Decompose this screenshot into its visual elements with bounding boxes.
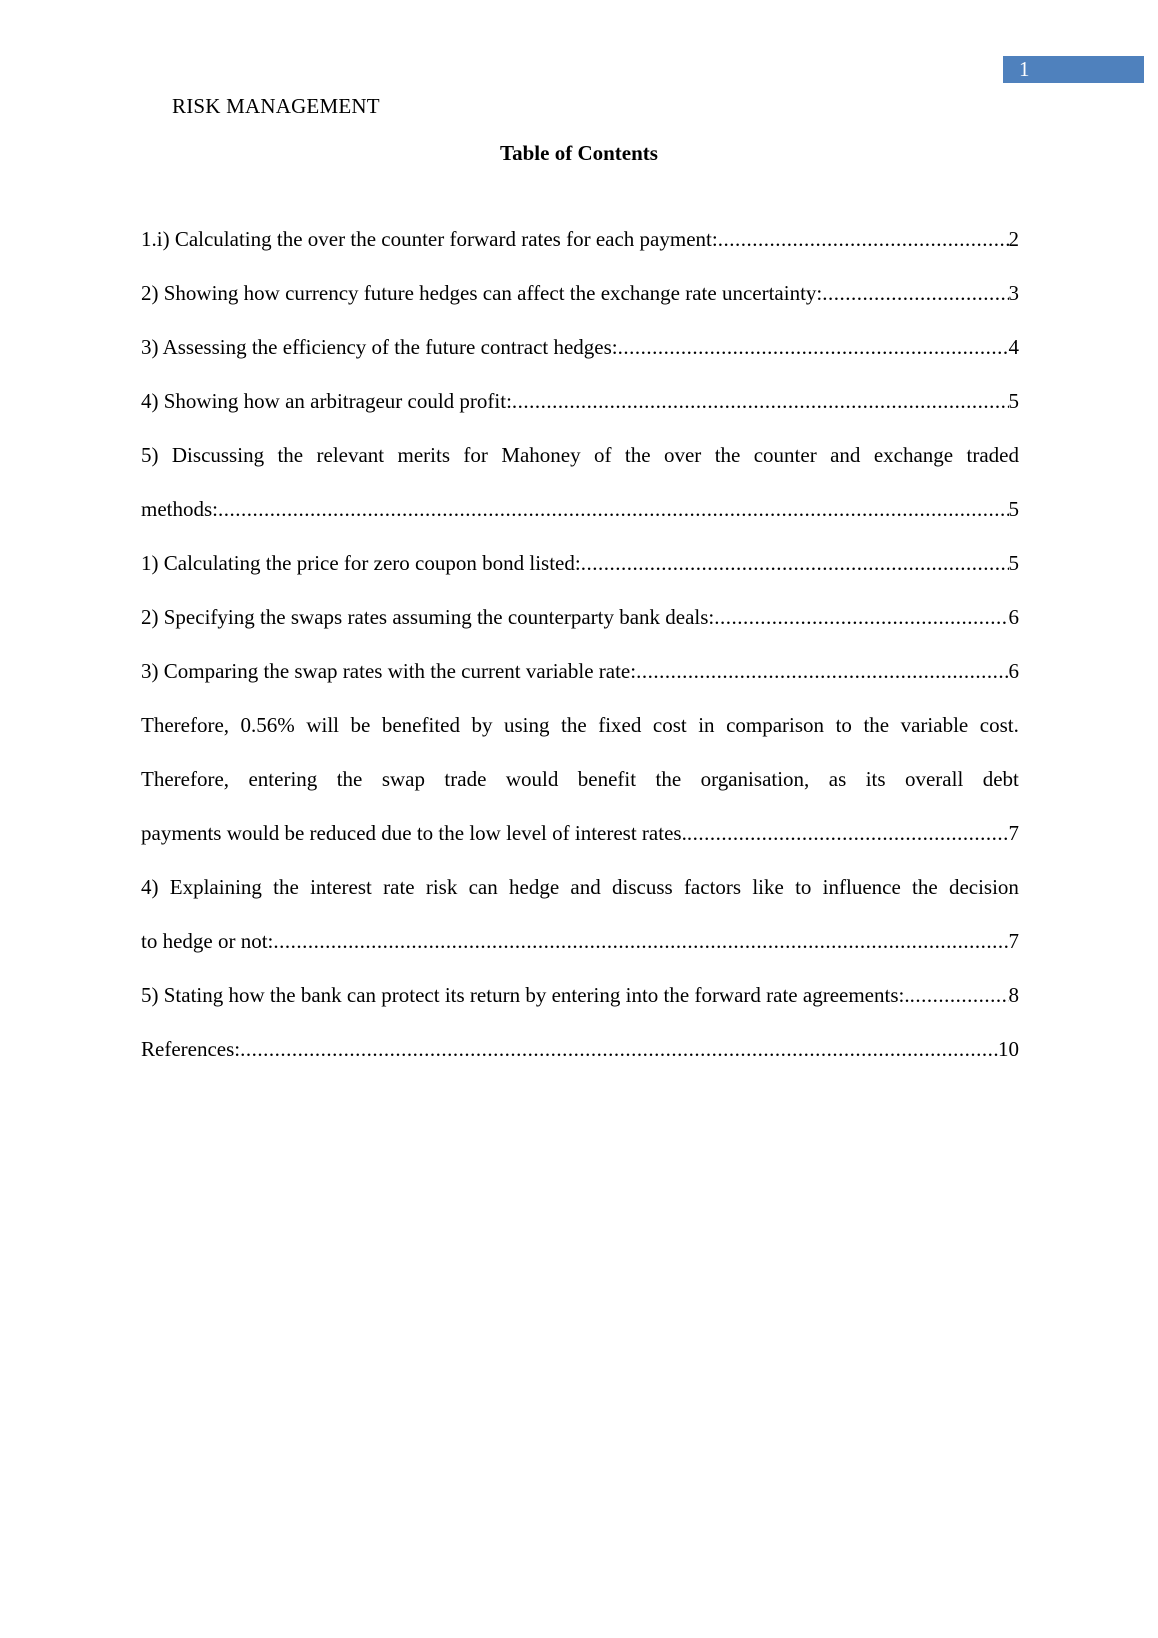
toc-word: like — [752, 875, 784, 899]
toc-word: over — [663, 443, 702, 467]
toc-word: can — [468, 875, 498, 899]
toc-dot-leader — [581, 536, 1009, 590]
toc-word: risk — [425, 875, 458, 899]
toc-word: the — [863, 713, 890, 737]
toc-entry-page: 8 — [1008, 983, 1019, 1007]
toc-entry[interactable] — [141, 212, 1019, 266]
toc-entry-line2[interactable] — [141, 752, 1019, 806]
toc-dot-leader — [512, 374, 1009, 428]
toc-entry[interactable] — [141, 590, 1019, 644]
toc-word: fixed — [598, 713, 642, 737]
toc-entry-page: 6 — [1008, 659, 1019, 683]
toc-word: trade — [444, 767, 487, 791]
toc-entry[interactable] — [141, 374, 1019, 428]
toc-entry-text: 2) Showing how currency future hedges can affect the exchange rate uncertainty: — [141, 281, 823, 305]
toc-word: the — [912, 875, 938, 899]
toc-word: would — [505, 767, 559, 791]
toc-word: interest — [310, 875, 372, 899]
toc-word: be — [350, 713, 371, 737]
toc-word: of — [594, 443, 612, 467]
toc-word: swap — [381, 767, 425, 791]
toc-word: benefited — [381, 713, 460, 737]
toc-word: traded — [966, 443, 1019, 467]
toc-entry-text: 3) Comparing the swap rates with the current variable rate: — [141, 659, 637, 683]
toc-title: Table of Contents — [500, 141, 658, 165]
toc-word: to — [795, 875, 812, 899]
toc-word: and — [830, 443, 861, 467]
toc-entry-text: 3) Assessing the efficiency of the future contract hedges: — [141, 335, 618, 359]
toc-word: will — [306, 713, 339, 737]
toc-entry-text: 5) Stating how the bank can protect its return by entering into the forward rate agreements:. — [141, 983, 910, 1007]
toc-entry[interactable] — [141, 968, 1019, 1022]
toc-word: the — [624, 443, 651, 467]
toc-entry-page: 5 — [1008, 497, 1019, 521]
toc-entry[interactable] — [141, 914, 1019, 968]
toc-entry-page: 10 — [998, 1037, 1019, 1061]
toc-word: 4) — [141, 875, 159, 899]
toc-entry-page: 2 — [1008, 227, 1019, 251]
toc-entry[interactable] — [141, 806, 1019, 860]
toc-word: cost. — [979, 713, 1019, 737]
toc-dot-leader — [718, 212, 1009, 266]
toc-word: counter — [753, 443, 817, 467]
toc-dot-leader — [910, 968, 1009, 1022]
toc-entry-page: 4 — [1008, 335, 1019, 359]
toc-dot-leader — [618, 320, 1009, 374]
toc-word: Therefore, — [141, 767, 230, 791]
toc-word: the — [561, 713, 587, 737]
toc-word: merits — [397, 443, 451, 467]
toc-word: overall — [904, 767, 964, 791]
toc-word: comparison — [726, 713, 825, 737]
page-number-badge — [1003, 56, 1144, 83]
toc-word: the — [655, 767, 682, 791]
toc-entry[interactable] — [141, 482, 1019, 536]
toc-entry-page: 6 — [1008, 605, 1019, 629]
toc-word: rate — [383, 875, 415, 899]
toc-word: and — [570, 875, 601, 899]
toc-word: exchange — [873, 443, 954, 467]
toc-word: Discussing — [171, 443, 265, 467]
toc-word: influence — [822, 875, 901, 899]
toc-entry-line1[interactable] — [141, 698, 1019, 752]
toc-word: 0.56% — [240, 713, 295, 737]
toc-entry[interactable] — [141, 536, 1019, 590]
toc-entry-page: 5 — [1008, 389, 1019, 413]
table-of-contents — [141, 212, 1019, 1076]
toc-entry-text: 1) Calculating the price for zero coupon bond listed: — [141, 551, 581, 575]
toc-word: the — [336, 767, 363, 791]
toc-entry[interactable] — [141, 320, 1019, 374]
toc-dot-leader — [687, 806, 1009, 860]
toc-word: decision — [948, 875, 1019, 899]
toc-word: relevant — [316, 443, 385, 467]
toc-word: variable — [900, 713, 969, 737]
toc-entry-text: References: — [141, 1037, 241, 1061]
toc-entry-page: 3 — [1008, 281, 1019, 305]
toc-word: cost — [652, 713, 687, 737]
toc-word: its — [865, 767, 886, 791]
toc-word: in — [698, 713, 715, 737]
running-header-title: RISK MANAGEMENT — [172, 94, 380, 118]
page-number: 1 — [1019, 57, 1030, 81]
toc-entry-text: methods: — [141, 497, 218, 521]
toc-word: the — [714, 443, 741, 467]
toc-dot-leader — [218, 482, 1009, 536]
toc-word: using — [504, 713, 550, 737]
toc-entry-text: payments would be reduced due to the low level of interest rates. — [141, 821, 687, 845]
toc-dot-leader — [822, 266, 1008, 320]
toc-word: the — [277, 443, 304, 467]
toc-word: hedge — [509, 875, 560, 899]
toc-word: by — [471, 713, 493, 737]
toc-dot-leader — [240, 1022, 998, 1076]
toc-entry-text: 4) Showing how an arbitrageur could profit: — [141, 389, 512, 413]
toc-entry[interactable] — [141, 644, 1019, 698]
toc-entry-text: 2) Specifying the swaps rates assuming the counterparty bank deals: — [141, 605, 715, 629]
toc-entry-page: 5 — [1008, 551, 1019, 575]
toc-entry-page: 7 — [1008, 929, 1019, 953]
toc-entry[interactable] — [141, 1022, 1019, 1076]
toc-dot-leader — [636, 644, 1008, 698]
toc-dot-leader — [273, 914, 1008, 968]
toc-word: for — [463, 443, 488, 467]
toc-word: as — [828, 767, 847, 791]
toc-word: Therefore, — [141, 713, 230, 737]
toc-word: 5) — [141, 443, 159, 467]
toc-dot-leader — [714, 590, 1008, 644]
toc-word: to — [835, 713, 852, 737]
toc-word: factors — [683, 875, 742, 899]
toc-word: discuss — [612, 875, 673, 899]
toc-word: the — [273, 875, 299, 899]
toc-word: Explaining — [169, 875, 262, 899]
toc-word: entering — [248, 767, 318, 791]
toc-word: Mahoney — [501, 443, 581, 467]
toc-entry-page: 7 — [1008, 821, 1019, 845]
toc-entry[interactable] — [141, 266, 1019, 320]
toc-entry-line1[interactable] — [141, 428, 1019, 482]
toc-entry-text: 1.i) Calculating the over the counter forward rates for each payment: — [141, 227, 718, 251]
toc-word: organisation, — [700, 767, 810, 791]
toc-entry-text: to hedge or not: — [141, 929, 274, 953]
toc-word: benefit — [577, 767, 637, 791]
toc-word: debt — [982, 767, 1019, 791]
toc-entry-line1[interactable] — [141, 860, 1019, 914]
